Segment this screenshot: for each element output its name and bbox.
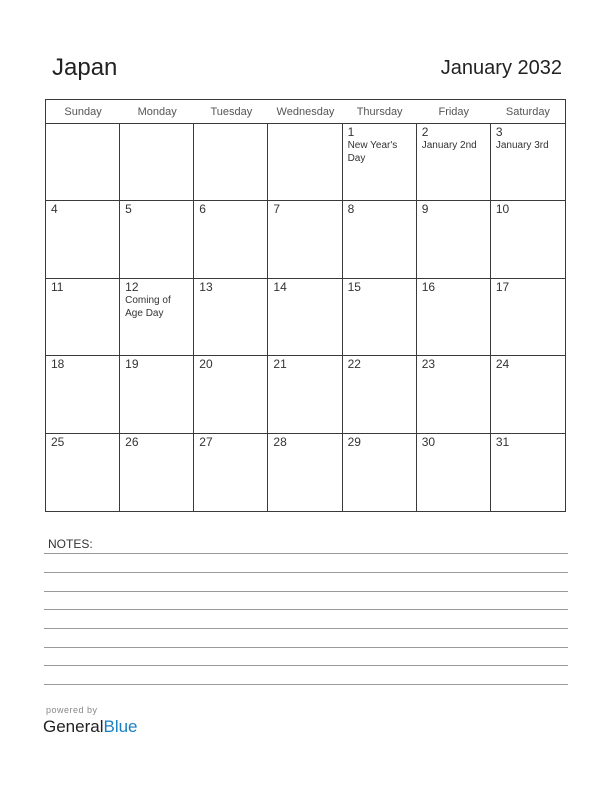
brand-part-blue: Blue <box>103 717 138 736</box>
day-cell <box>120 279 194 356</box>
day-number: 4 <box>51 202 58 217</box>
note-line <box>44 665 568 666</box>
brand-part-general: General <box>43 717 104 736</box>
day-cell <box>268 201 342 278</box>
day-cell <box>194 356 268 433</box>
note-line <box>44 609 568 610</box>
day-cell <box>46 356 120 433</box>
note-line <box>44 553 568 554</box>
day-number: 13 <box>199 279 213 294</box>
day-cell <box>46 279 120 356</box>
month-year-title: January 2032 <box>440 57 562 79</box>
day-cell <box>268 434 342 511</box>
day-cell <box>343 124 417 201</box>
day-cell <box>417 124 491 201</box>
holiday-label: January 2nd <box>421 140 477 151</box>
day-number: 10 <box>495 202 510 217</box>
day-number: 30 <box>421 434 436 449</box>
day-number: 23 <box>421 357 436 372</box>
day-number: 14 <box>273 279 287 294</box>
day-cell <box>343 434 417 511</box>
day-number: 15 <box>347 279 361 294</box>
day-number: 8 <box>347 202 355 217</box>
day-number: 18 <box>51 357 65 372</box>
day-cell <box>46 124 120 201</box>
holiday-label: Coming of Age Day <box>125 294 171 319</box>
day-number: 6 <box>199 202 206 217</box>
holiday-label: New Year's Day <box>347 140 398 164</box>
day-cell <box>343 201 417 278</box>
day-number: 11 <box>51 279 64 294</box>
day-number: 22 <box>347 357 361 372</box>
holiday-label: January 3rd <box>495 140 549 151</box>
day-cell <box>343 279 417 356</box>
note-line <box>44 684 568 685</box>
day-number: 2 <box>421 125 429 139</box>
note-line <box>44 572 568 573</box>
day-cell <box>491 356 565 433</box>
day-cell <box>417 356 491 433</box>
calendar-grid <box>45 99 566 512</box>
note-line <box>44 647 568 648</box>
day-cell <box>46 434 120 511</box>
weekday-header: Monday <box>120 100 194 124</box>
brand-logo <box>43 717 138 737</box>
day-cell <box>194 279 268 356</box>
day-number: 16 <box>421 279 436 294</box>
day-cell <box>491 434 565 511</box>
weekday-header: Friday <box>417 100 491 124</box>
day-number: 31 <box>495 434 510 449</box>
weekday-header: Tuesday <box>194 100 268 124</box>
day-cell <box>491 279 565 356</box>
day-number: 19 <box>125 357 139 372</box>
day-cell <box>120 124 194 201</box>
day-cell <box>120 356 194 433</box>
note-line <box>44 591 568 592</box>
day-cell <box>194 434 268 511</box>
notes-label: NOTES: <box>48 537 93 551</box>
day-cell <box>194 124 268 201</box>
weekday-header: Wednesday <box>268 100 342 124</box>
day-cell <box>268 279 342 356</box>
day-cell <box>417 201 491 278</box>
day-cell <box>491 124 565 201</box>
day-number: 27 <box>199 434 213 449</box>
weekday-header: Saturday <box>491 100 565 124</box>
day-number: 7 <box>273 202 281 217</box>
day-cell <box>194 201 268 278</box>
day-number: 28 <box>273 434 287 449</box>
day-cell <box>491 201 565 278</box>
day-cell <box>46 201 120 278</box>
weekday-header: Thursday <box>343 100 417 124</box>
day-cell <box>417 279 491 356</box>
day-number: 17 <box>495 279 510 294</box>
day-number: 25 <box>51 434 65 449</box>
day-number: 29 <box>347 434 361 449</box>
day-number: 9 <box>421 202 429 217</box>
day-number: 20 <box>199 357 213 372</box>
country-title: Japan <box>52 54 118 81</box>
day-number: 21 <box>273 357 287 372</box>
day-cell <box>417 434 491 511</box>
day-cell <box>268 124 342 201</box>
day-number: 1 <box>347 125 355 139</box>
day-cell <box>120 201 194 278</box>
day-number: 5 <box>125 202 132 217</box>
day-number: 12 <box>125 279 139 294</box>
day-number: 26 <box>125 434 139 449</box>
powered-by-text: powered by <box>46 705 98 715</box>
day-cell <box>343 356 417 433</box>
day-cell <box>120 434 194 511</box>
day-cell <box>268 356 342 433</box>
weekday-header: Sunday <box>46 100 120 124</box>
day-number: 3 <box>495 125 503 139</box>
day-number: 24 <box>495 357 510 372</box>
note-line <box>44 628 568 629</box>
